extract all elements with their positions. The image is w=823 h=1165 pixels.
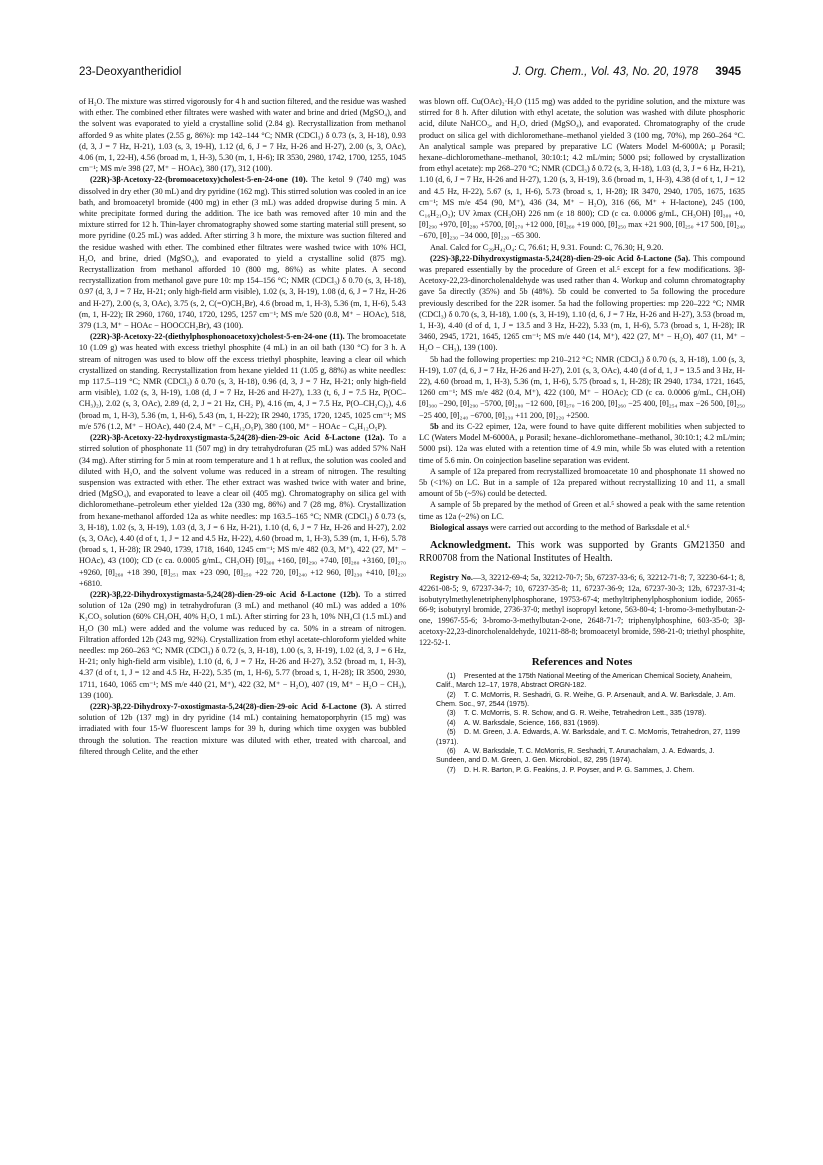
reference-number: (4)	[447, 718, 456, 727]
section-heading: (22R)-3β,22-Dihydroxystigmasta-5,24(28)-dien-29-oic Acid δ-Lactone (12b).	[90, 589, 361, 599]
running-header	[79, 66, 741, 82]
page-number: 3945	[715, 66, 741, 78]
left-column	[79, 96, 406, 757]
paragraph: Anal. Calcd for C₂₉H₄₂O₄: C, 76.61; H, 9.31. Found: C, 76.30; H, 9.20.	[430, 242, 664, 252]
paragraph-body: A stirred solution of 12b (137 mg) in dry pyridine (14 mL) containing hematoporphyrin (15 mg) was irradiated with four 15-W fluorescent lamps for 39 h, during which time oxygen was bubbled through the solution. The reaction mixture was diluted with ether, treated with charcoal, and filtered through Celite, and the ether	[79, 701, 406, 756]
reference-item	[419, 691, 745, 710]
journal-citation	[513, 66, 741, 78]
paragraph	[419, 253, 745, 354]
acknowledgment	[419, 539, 745, 565]
reference-number: (7)	[447, 765, 456, 774]
registry-heading: Registry No.	[430, 572, 473, 582]
paragraph	[419, 522, 745, 533]
paragraph	[79, 701, 406, 757]
reference-text: D. H. R. Barton, P. G. Feakins, J. P. Poyser, and P. G. Sammes, J. Chem.	[464, 765, 695, 774]
section-heading: Biological assays	[430, 522, 489, 532]
paragraph-body: were carried out according to the method of Barksdale et al.⁶	[488, 522, 690, 532]
reference-text: D. M. Green, J. A. Edwards, A. W. Barksdale, and T. C. McMorris, Tetrahedron, 27, 1199 (1971).	[436, 728, 740, 746]
paragraph	[419, 421, 745, 466]
references-list	[419, 672, 745, 775]
reference-text: A. W. Barksdale, T. C. McMorris, R. Seshadri, T. Arunachalam, J. A. Edwards, J. Sundeen, and D. M. Green, J. Gen. Microbiol., 82, 295 (1974).	[436, 746, 715, 765]
paragraph-body: This compound was prepared essentially by the procedure of Green et al.⁵ except for a few modifications. 3β-Acetoxy-22,23-dinorcholenaldehyde was used rather than 4. Workup and column chromatography gave 5a directly (35%) and 5b (48%). 5b could be converted to 5a following the procedure previously described for the 22R isomer. 5a had the following properties: mp 220–222 °C; NMR (CDCl₃) δ 0.70 (s, 3, H-18), 1.00 (s, 3, H-19), 1.10 (d, 6, J = 7 Hz, H-26 and H-27), 3.53 (broad m, 1, H-3), 4.40 (d of d, 1, J = 13.5 and 3 Hz, H-22), 5.33 (m, 1, H-6), 5.73 (broad s, 1, H-28); IR 3460, 2945, 1721, 1645, 1265 cm⁻¹; MS m/e 440 (14, M⁺), 422 (27, M⁺ − H₂O), 407 (11, M⁺ − H₂O − CH₃), 139 (100).	[419, 253, 745, 353]
references-heading: References and Notes	[531, 655, 633, 668]
paragraph-body: To a stirred solution of 12a (290 mg) in tetrahydrofuran (3 mL) and methanol (40 mL) was added a 10% K₂CO₃ solution (60% CH₃OH, 40% H₂O, 1 mL). After stirring for 23 h, 10% NH₄Cl (1.5 mL) and H₂O (30 mL) were added and the volume was reduced by ca. 50% in a stream of nitrogen. Filtration afforded 12b (243 mg, 92%). Crystallization from ethyl acetate-chloroform yielded white needles: mp 260–263 °C; NMR (CDCl₃) δ 0.72 (s, 3, H-18), 1.00 (s, 3, H-19), 1.02 (d, 3, J = 6 Hz, H-21; only high-field arm visible), 1.10 (d, 6, J = 7 Hz, H-26 and H-27), 3.52 (broad m, 1, H-3), 4.37 (d of t, 1, J = 12 and 4.5 Hz, H-22), 5.35 (m, 1, H-6), 5.77 (broad s, 1, H-28); IR 3500, 2930, 1711, 1640, 1065 cm⁻¹; MS m/e 440 (21, M⁺), 422 (32, M⁺ − H₂O), 407 (19, M⁺ − H₂O − CH₃), 139 (100).	[79, 589, 406, 700]
paragraph: was blown off. Cu(OAc)₂·H₂O (115 mg) was added to the pyridine solution, and the mixture was stirred for 8 h. After dilution with ethyl acetate, the solution was washed with dilute phosphoric acid, dilute NaHCO₃, and H₂O, dried (MgSO₄), and evaporated. Chromatography of the crude product on silica gel with dichloromethane–methanol yielded 3 (100 mg, 70%), mp 260–264 °C. An analytical sample was prepared by preparative LC (Waters Model M-6000A; μ Porasil; hexane–dichloromethane–methanol, 30:10:1; 4.2 mL/min; 5000 psi; followed by crystallization from ethyl acetate): mp 268–270 °C; NMR (CDCl₃) δ 0.72 (s, 3, H-18), 1.03 (d, 3, J = 6 Hz, H-21), 1.10 (d, 6, J = 7 Hz, H-26 and H-27), 1.20 (s, 3, H-19), 3.6 (broad m, 1, H-3), 4.38 (d of t, 1, J = 12 and 4.5 Hz, H-22), 5.67 (s, 1, H-6), 5.73 (broad s, 1, H-28); IR 3470, 2940, 1705, 1675, 1635 cm⁻¹; MS m/e 454 (90, M⁺), 436 (34, M⁺ − H₂O), 316 (66, M⁺ + H-lactone), 245 (100, C₁₆H₂₁O₂); UV λmax (CH₃OH) 226 nm (ε 18 800); CD (c ca. 0.0006 g/mL, CH₃OH) [θ]₃₀₀ +0, [θ]₂₉₀ +970, [θ]₂₈₀ +5700, [θ]₂₇₀ +12 000, [θ]₂₆₀ +19 000, [θ]₂₅₀ max +21 900, [θ]₂₅₀ +17 500, [θ]₂₄₀ −670, [θ]₂₃₀ −34 000, [θ]₂₂₀ −65 300.	[419, 97, 745, 241]
reference-item	[419, 709, 745, 718]
acknowledgment-body: This work was supported by Grants GM21350 and RR00708 from the National Institutes of Health.	[419, 539, 745, 564]
section-heading: (22R)-3β-Acetoxy-22-(diethylphosphonoacetoxy)cholest-5-en-24-one (11).	[90, 332, 345, 342]
journal-name: J. Org. Chem., Vol. 43, No. 20, 1978	[512, 66, 699, 78]
registry-numbers	[419, 573, 745, 649]
paragraph-body: The ketol 9 (740 mg) was dissolved in dry ether (30 mL) and dry pyridine (162 mg). This stirred solution was cooled in an ice bath, and bromoacetyl bromide (400 mg) in ether (3 mL) was added dropwise during 5 min. A white precipitate formed during the addition. The ice bath was removed after 10 min and the mixture stirred for 12 h. Thin-layer chromatography showed some starting material still present, so more pyridine (0.25 mL) was added. After stirring 3 h more, the mixture was suction filtered and the residue washed with ether. The combined ether filtrates were washed twice with 10% HCl, H₂O, and brine, dried (MgSO₄), and evaporated to yield a crystalline solid (875 mg). Recrystallization from methanol afforded 10 (800 mg, 86%) as white plates. A second recrystallization from methanol gave pure 10: mp 154–156 °C; NMR (CDCl₃) δ 0.70 (s, 3, H-18), 0.97 (d, 3, J = 7 Hz, H-21; only high-field arm visible), 1.02 (s, 3, H-19), 1.08 (d, 6, J = 7 Hz, H-26 and H-27), 2.00 (s, 3, OAc), 3.75 (s, 2, C(=O)CH₂Br), 4.6 (broad m, 1, H-3), 5.36 (m, 1, H-6), 5.43 (m, 1, H-22); IR 2960, 1760, 1740, 1720, 1295, 1257 cm⁻¹; MS m/e 520 (0.8, M⁺ − HOAc), 518, 379 (1.3, M⁺ − HOAc − HOOCCH₂Br), 43 (100).	[79, 175, 406, 331]
reference-text: T. C. McMorris, S. R. Schow, and G. R. Weihe, Tetrahedron Lett., 335 (1978).	[464, 709, 707, 718]
reference-number: (5)	[447, 728, 456, 737]
registry-body: —3, 32212-69-4; 5a, 32212-70-7; 5b, 67237-33-6; 6, 32212-71-8; 7, 32230-64-1; 8, 42261-08-5; 9, 67237-34-7; 10, 67237-35-8; 11, 67237-36-9; 12a, 67237-30-3; 12b, 67237-31-4; isobutyrylmethylenetriphenylphosphorane, 19753-67-4; methyltriphenylphosphonium iodide, 2065-66-9; isobutyryl bromide, 2736-37-0; methyl isopropyl ketone, 563-80-4; 1-bromo-3-methylbutan-2-one, 19967-55-6; 3-bromo-3-methylbutan-2-one, 2648-71-7; triphenylphosphine, 603-35-0; 3β-acetoxy-22,23-dinorcholenaldehyde, 10211-88-8; bromoacetyl bromide, 598-21-0; triethyl phosphite, 122-52-1.	[419, 572, 745, 647]
reference-number: (1)	[447, 671, 456, 680]
reference-number: (3)	[447, 709, 456, 718]
reference-text: T. C. McMorris, R. Seshadri, G. R. Weihe, G. P. Arsenault, and A. W. Barksdale, J. Am. Chem. Soc., 97, 2544 (1975).	[436, 690, 736, 708]
section-heading: (22R)-3β,22-Dihydroxy-7-oxostigmasta-5,24(28)-dien-29-oic Acid δ-Lactone (3).	[90, 701, 373, 711]
compound-label: 5b	[430, 421, 439, 431]
running-title: 23-Deoxyantheridiol	[79, 66, 182, 78]
reference-item	[419, 719, 745, 728]
paragraph-body: The bromoacetate 10 (1.09 g) was heated with excess triethyl phosphite (4 mL) in an oil bath (130 °C) for 3 h. A stream of nitrogen was used to blow off the excess triethyl phosphite, leaving a clear oil which crystallized on standing. Recrystallization from hexane yielded 11 (1.05 g, 88%) as white needles: mp 117.5–119 °C; NMR (CDCl₃) δ 0.70 (s, 3, H-18), 0.96 (d, 3, J = 7 Hz, H-21; only high-field arm visible), 1.02 (s, 3, H-19), 1.08 (d, J = 7 Hz, H-26 and H-27), 1.33 (t, 6, J = 7.5 Hz, P(OC–CH₃)₂), 2.02 (s, 3, OAc), 2.89 (d, 2, J = 21 Hz, CH₂ P), 4.16 (m, 4, J = 7.5 Hz, P(O–CH₂C)₂), 4.6 (broad m, 1, H-3), 5.36 (m, 1, H-6), 5.43 (m, 1, H-22); IR 2940, 1735, 1720, 1245, 1025 cm⁻¹; MS m/e 576 (1.2, M⁺ − HOAc), 440 (2.4, M⁺ − C₆H₁₂O₅P), 380 (100, M⁺ − HOAc − C₆H₁₂O₅P).	[79, 332, 406, 431]
reference-item	[419, 672, 745, 691]
paragraph	[79, 589, 406, 701]
paragraph	[79, 432, 406, 589]
paragraph: 5b had the following properties: mp 210–212 °C; NMR (CDCl₃) δ 0.70 (s, 3, H-18), 1.00 (s, 3, H-19), 1.07 (d, 6, J = 7 Hz, H-26 and H-27), 2.01 (s, 3, OAc), 4.40 (d of d, 1, J = 13.5 and 3 Hz, H-22), 4.60 (broad m, 1, H-3), 5.36 (m, 1, H-6), 5.75 (broad s, 1, H-28); IR 2940, 1734, 1721, 1645, 1260 cm⁻¹; MS m/e 482 (0.4, M⁺), 422 (100, M⁺ − HOAc); CD (c ca. 0.0006 g/mL, CH₃OH) [θ]₃₀₀ −290, [θ]₂₉₀ −5700, [θ]₂₈₀ −12 600, [θ]₂₇₀ −16 200, [θ]₂₆₀ −25 400, [θ]₂₅₄ max −26 500, [θ]₂₅₀ −25 400, [θ]₂₄₀ −6700, [θ]₂₃₀ +11 200, [θ]₂₂₀ +2500.	[419, 354, 745, 420]
section-heading: (22S)-3β,22-Dihydroxystigmasta-5,24(28)-dien-29-oic Acid δ-Lactone (5a).	[430, 253, 691, 263]
paragraph-body: and its C-22 epimer, 12a, were found to have quite different mobilities when subjected to LC (Waters Model M-6000A, μ Porasil; hexane–dichloromethane–methanol, 30:10:1; 4.2 mL/min; 5000 psi). 12a was eluted with a retention time of 4.9 min, while 5b was eluted with a retention time of 5.6 min. On coinjection baseline separation was evident.	[419, 421, 745, 465]
paragraph-body: To a stirred solution of phosphonate 11 (507 mg) in dry tetrahydrofuran (25 mL) was added 57% NaH (34 mg). After stirring for 5 min at room temperature and 1 h at reflux, the solution was cooled and diluted with H₂O, and the solvent volume was reduced in a stream of nitrogen. The resulting suspension was extracted with ether. The ether extract was washed twice with water and brine, dried (MgSO₄), and evaporated to leave a clear oil (405 mg). Chromatography on silica gel with dichloromethane–petroleum ether yielded 12a (330 mg, 86%) and 7 (28 mg, 8%). Crystallization from hexane-methanol afforded 12a as white needles: mp 163.5–165 °C; NMR (CDCl₃) δ 0.73 (s, 3, H-18), 1.02 (s, 3, H-19), 1.03 (d, 3, J = 6 Hz, H-21), 1.10 (d, 6, J = 7 Hz, H-26 and H-27), 2.02 (s, 3, OAc), 4.40 (d of t, 1, J = 12 and 4.5 Hz, H-22), 4.60 (broad m, 1, H-3), 5.39 (m, 1, H-6), 5.78 (broad s, 1, H-28); IR 2940, 1739, 1718, 1640, 1245 cm⁻¹; MS m/e 482 (0.3, M⁺), 422 (27, M⁺ − HOAc), 43 (100); CD (c ca. 0.0005 g/mL, CH₃OH) [θ]₃₀₀ +160, [θ]₂₉₀ +740, [θ]₂₈₀ +3160, [θ]₂₇₀ +9260, [θ]₂₆₀ +18 390, [θ]₂₅₁ max +23 090, [θ]₂₅₀ +22 720, [θ]₂₄₀ +12 960, [θ]₂₃₀ +410, [θ]₂₂₀ +6810.	[79, 433, 406, 588]
acknowledgment-heading: Acknowledgment.	[430, 539, 511, 551]
paragraph: A sample of 5b prepared by the method of Green et al.⁵ showed a peak with the same retention time as 12a (~2%) on LC.	[419, 500, 745, 521]
paragraph	[79, 331, 406, 432]
reference-item	[419, 728, 745, 747]
reference-item	[419, 766, 745, 775]
reference-number: (2)	[447, 690, 456, 699]
reference-text: A. W. Barksdale, Science, 166, 831 (1969).	[464, 718, 600, 727]
reference-item	[419, 747, 745, 766]
paragraph: A sample of 12a prepared from recrystallized bromoacetate 10 and phosphonate 11 showed no 5b (<1%) on LC. But in a sample of 12a prepared without recrystallizing 10 and 11, a small amount of 5b (~5%) could be detected.	[419, 466, 745, 499]
right-column	[419, 96, 745, 775]
section-heading: (22R)-3β-Acetoxy-22-hydroxystigmasta-5,24(28)-dien-29-oic Acid δ-Lactone (12a).	[90, 433, 385, 443]
section-heading: (22R)-3β-Acetoxy-22-(bromoacetoxy)cholest-5-en-24-one (10).	[90, 175, 308, 185]
reference-number: (6)	[447, 746, 456, 755]
paragraph: of H₂O. The mixture was stirred vigorously for 4 h and suction filtered, and the residue was washed with ether. The combined ether filtrates were washed with water and brine and dried (MgSO₄), and the solvent was evaporated to yield a crystalline solid (2.84 g). Recrystallization from methanol afforded 9 as white plates (2.55 g, 86%): mp 142–144 °C; NMR (CDCl₃) δ 0.73 (s, 3, H-18), 0.93 (d, 3, J = 7 Hz, H-21), 1.03 (s, 3, 19-H), 1.12 (d, 6, J = 7 Hz, H-26 and H-27), 2.00 (s, 3, OAc), 4.06 (m, 1, 22-H), 4.56 (broad m, 1, H-3), 5.30 (m, 1, H-6); IR 3530, 2980, 1742, 1700, 1255, 1045 cm⁻¹; MS m/e 398 (27, M⁺ − HOAc), 380 (17), 312 (100).	[79, 97, 406, 174]
paragraph	[79, 174, 406, 331]
reference-text: Presented at the 175th National Meeting of the American Chemical Society, Anaheim, Calif., March 12–17, 1978, Abstract ORGN-182.	[436, 671, 733, 690]
